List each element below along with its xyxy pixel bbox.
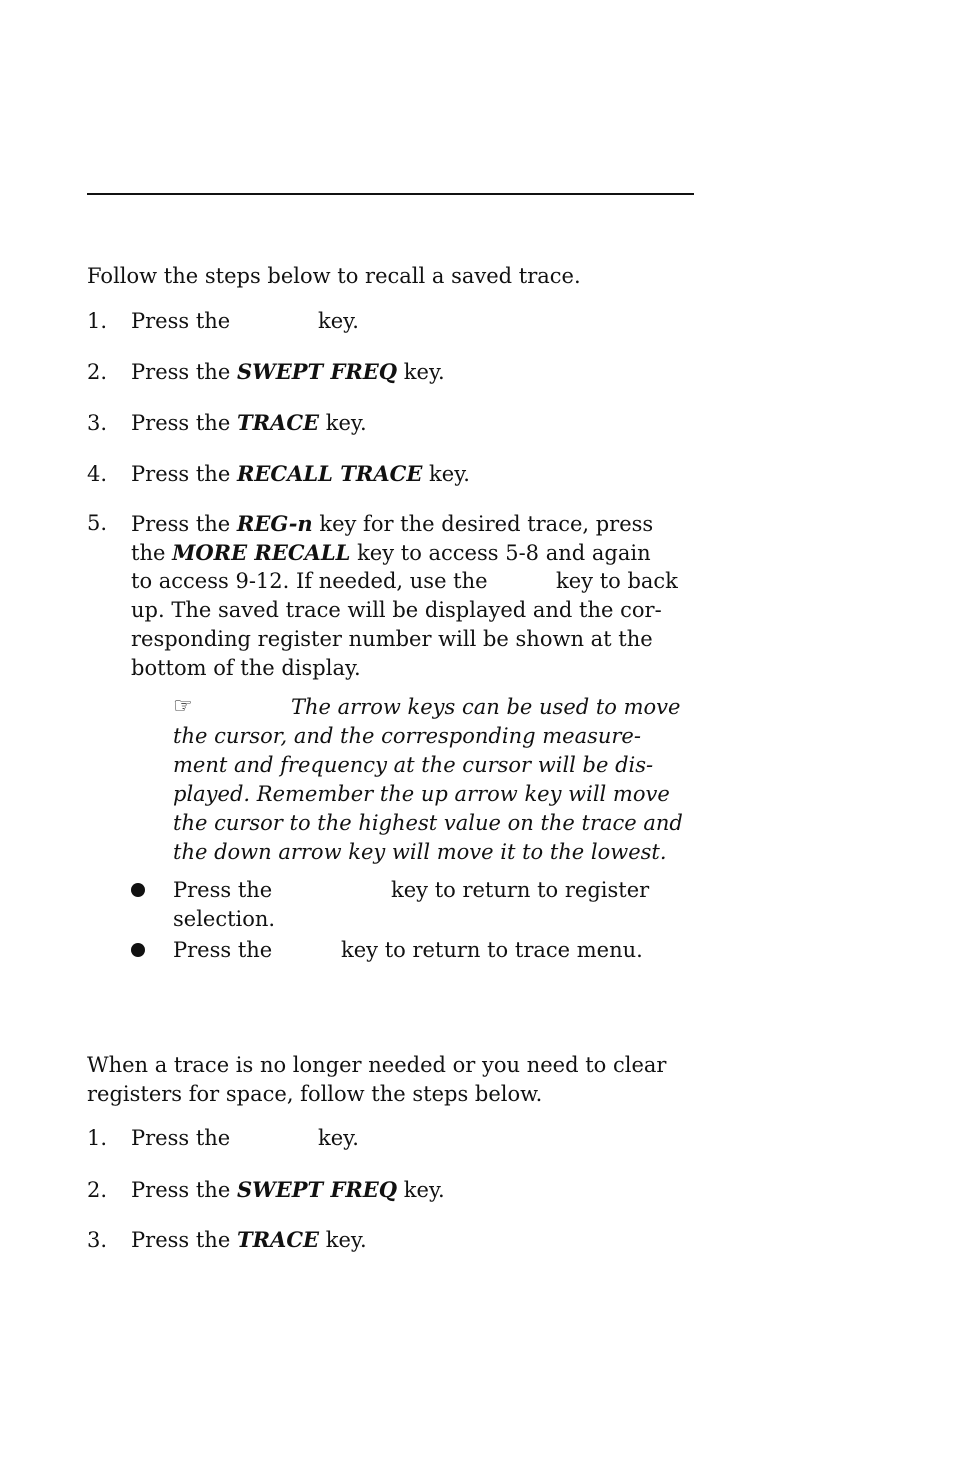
step5-line-6: bottom of the display. [131, 656, 361, 680]
step-text-end: key. [318, 1126, 359, 1150]
step-text-end: key. [397, 360, 445, 384]
section1-intro: Follow the steps below to recall a saved trace. [87, 264, 581, 288]
step-number: 4. [87, 462, 108, 486]
bullet-text-cont: selection. [173, 907, 276, 931]
step-text-end: key. [319, 411, 367, 435]
note-line-4: played. Remember the up arrow key will move [173, 782, 670, 806]
key-name: SWEPT FREQ [236, 1177, 398, 1202]
bullet-text: Press the [173, 878, 273, 902]
section2-intro-line-1: When a trace is no longer needed or you need to clear [87, 1053, 667, 1077]
text: Press the [131, 512, 237, 536]
step-text: Press the [131, 1178, 237, 1202]
step5-line-5: responding register number will be shown at the [131, 627, 653, 651]
header-rule [87, 193, 694, 195]
step-text: Press the [131, 360, 237, 384]
note-line-3: ment and frequency at the cursor will be dis- [173, 753, 654, 777]
step-text: Press the [131, 1228, 237, 1252]
key-name: TRACE [236, 1227, 320, 1252]
step-text-end: key. [319, 1228, 367, 1252]
pointing-hand-icon: ☞ [173, 694, 193, 719]
step-number: 3. [87, 411, 108, 435]
step5-line-4: up. The saved trace will be displayed and the cor- [131, 598, 662, 622]
key-name: TRACE [236, 410, 320, 435]
step-text: Press the [131, 1126, 231, 1150]
section2-step-3 [87, 1225, 367, 1255]
note-line-1: The arrow keys can be used to move [291, 695, 681, 719]
section2-step-2 [87, 1175, 445, 1205]
step5-line-3b: key to back [556, 569, 678, 593]
text: the [131, 541, 173, 565]
section1-step-2 [87, 357, 445, 387]
section1-step-3 [87, 408, 367, 438]
step-text: Press the [131, 309, 231, 333]
bullet-text-end: key to return to trace menu. [341, 938, 643, 962]
step-number: 2. [87, 360, 108, 384]
note-line-2: the cursor, and the corresponding measure- [173, 724, 641, 748]
step-number: 5. [87, 511, 108, 535]
key-name: REG-n [236, 511, 313, 536]
section2-intro-line-2: registers for space, follow the steps below. [87, 1082, 543, 1106]
bullet-text-end: key to return to register [391, 878, 650, 902]
step-number: 1. [87, 309, 108, 333]
step-text-end: key. [422, 462, 470, 486]
step5-line-3a: to access 9-12. If needed, use the [131, 569, 488, 593]
note-line-5: the cursor to the highest value on the trace and [173, 811, 683, 835]
key-name: RECALL TRACE [236, 461, 423, 486]
section1-step-4 [87, 459, 470, 489]
step5-line-1 [131, 509, 653, 539]
key-name: MORE RECALL [172, 540, 351, 565]
text: key for the desired trace, press [312, 512, 654, 536]
step-number: 2. [87, 1178, 108, 1202]
note-line-6: the down arrow key will move it to the lowest. [173, 840, 667, 864]
key-name: SWEPT FREQ [236, 359, 398, 384]
step-text: Press the [131, 462, 237, 486]
step-number: 3. [87, 1228, 108, 1252]
step-text-end: key. [318, 309, 359, 333]
bullet-text: Press the [173, 938, 273, 962]
step-text-end: key. [397, 1178, 445, 1202]
bullet-dot-icon [131, 943, 145, 957]
step-number: 1. [87, 1126, 108, 1150]
step5-line-2 [131, 538, 651, 568]
text: key to access 5-8 and again [350, 541, 651, 565]
bullet-dot-icon [131, 883, 145, 897]
step-text: Press the [131, 411, 237, 435]
